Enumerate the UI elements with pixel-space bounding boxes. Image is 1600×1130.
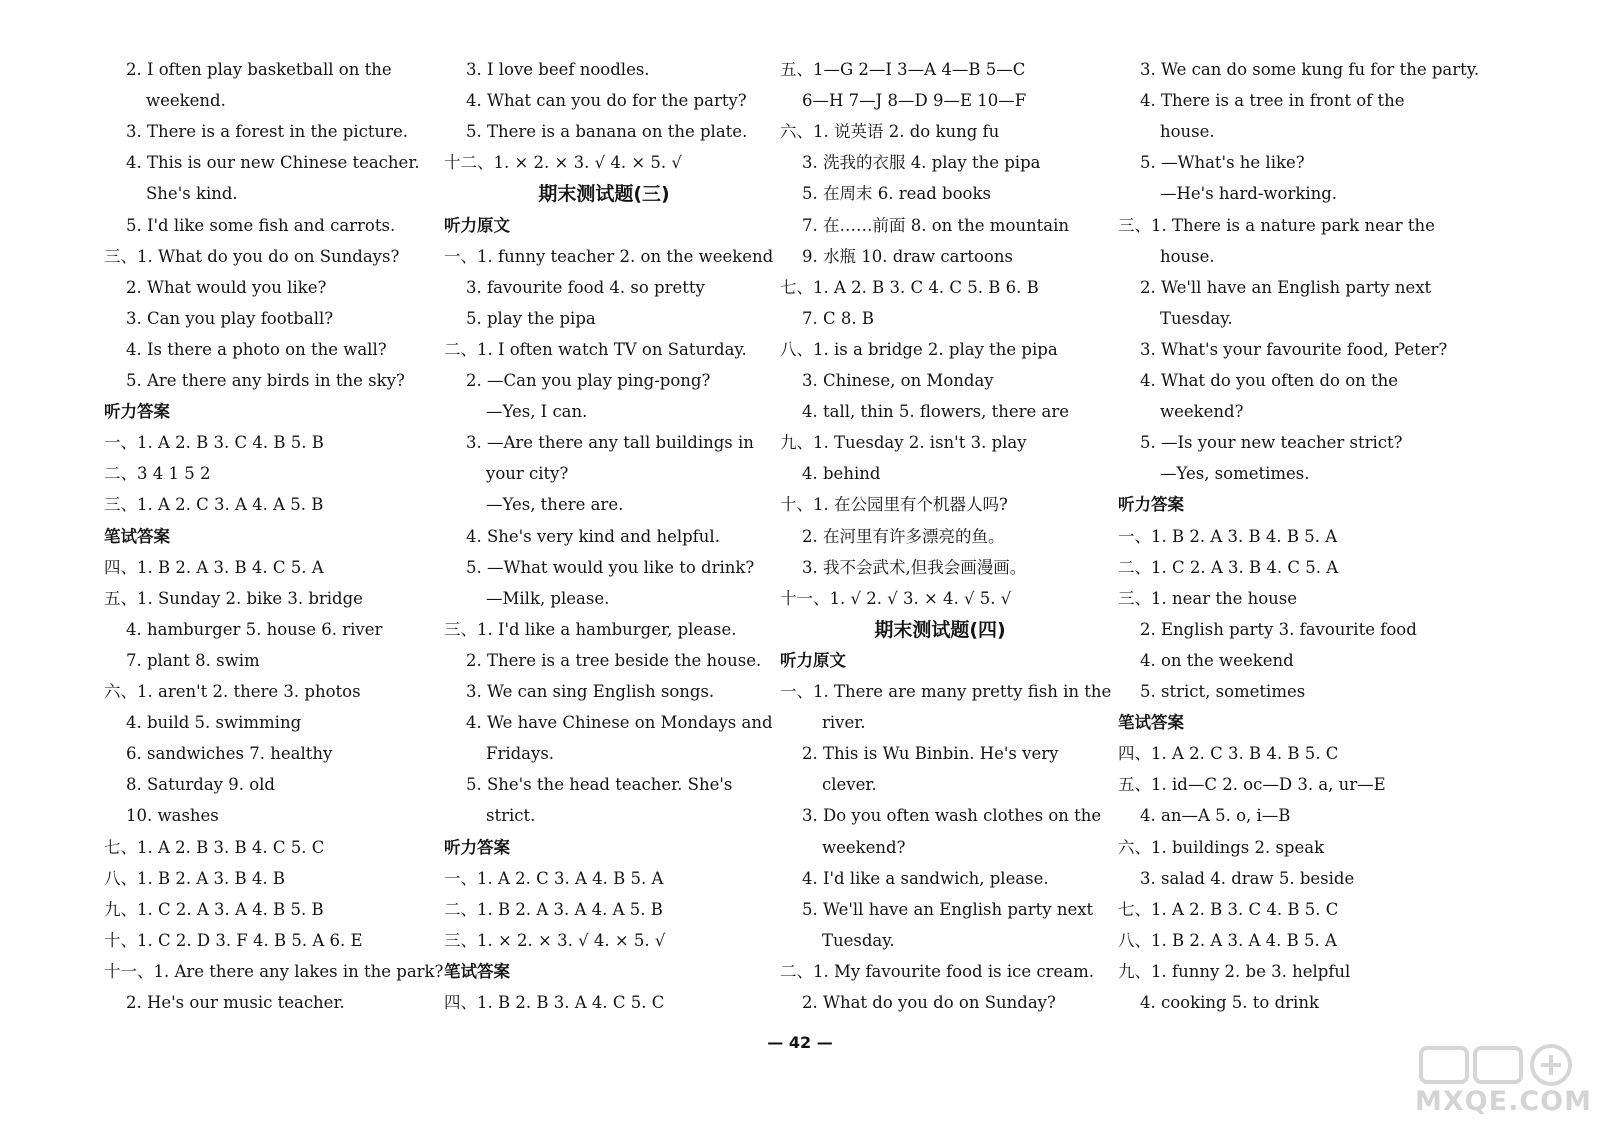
answer-line: 五、1. id—C 2. oc—D 3. a, ur—E	[1118, 775, 1386, 795]
answer-line: Tuesday.	[1160, 308, 1233, 328]
answer-line: 5. —What's he like?	[1140, 153, 1305, 173]
answer-line: 二、1. B 2. A 3. A 4. A 5. B	[444, 899, 663, 919]
section-title: 期末测试题(四)	[874, 618, 1006, 641]
answer-line: 4. on the weekend	[1140, 650, 1294, 670]
answer-line: weekend?	[1160, 402, 1244, 422]
answer-line: 六、1. aren't 2. there 3. photos	[104, 682, 361, 701]
answer-line: 2. English party 3. favourite food	[1140, 619, 1417, 639]
answer-line: 3. What's your favourite food, Peter?	[1140, 339, 1448, 359]
answer-line: 2. What do you do on Sunday?	[802, 993, 1056, 1012]
answer-line: 5. There is a banana on the plate.	[466, 122, 748, 142]
section-heading: 听力原文	[444, 215, 510, 235]
answer-line: 七、1. A 2. B 3. C 4. B 5. C	[1118, 899, 1339, 919]
answer-line: 九、1. C 2. A 3. A 4. B 5. B	[104, 899, 324, 919]
answer-line: weekend.	[146, 91, 226, 111]
answer-line: 4. an—A 5. o, i—B	[1140, 806, 1291, 826]
answer-line: clever.	[822, 775, 877, 795]
answer-line: house.	[1160, 122, 1215, 142]
answer-line: 三、1. What do you do on Sundays?	[104, 246, 400, 266]
answer-line: 6—H 7—J 8—D 9—E 10—F	[802, 91, 1027, 111]
answer-line: 8. Saturday 9. old	[126, 775, 275, 795]
section-title: 期末测试题(三)	[538, 183, 670, 206]
answer-line: 10. washes	[126, 806, 219, 826]
answer-line: 3. Do you often wash clothes on the	[802, 806, 1102, 826]
answer-line: 5. 在周末 6. read books	[802, 184, 991, 204]
answer-line: 4. We have Chinese on Mondays and	[466, 713, 773, 733]
answer-line: 三、1. A 2. C 3. A 4. A 5. B	[104, 495, 324, 515]
answer-line: 五、1. Sunday 2. bike 3. bridge	[104, 588, 363, 608]
section-heading: 笔试答案	[104, 526, 170, 546]
section-heading: 听力原文	[780, 650, 846, 670]
answer-line: 六、1. 说英语 2. do kung fu	[780, 122, 1000, 142]
answer-line: 4. cooking 5. to drink	[1140, 993, 1319, 1012]
answer-line: 3. salad 4. draw 5. beside	[1140, 868, 1355, 888]
answer-line: 十二、1. × 2. × 3. √ 4. × 5. √	[444, 153, 682, 173]
answer-line: 5. strict, sometimes	[1140, 682, 1306, 701]
answer-line: Fridays.	[486, 744, 555, 764]
answer-line: 6. sandwiches 7. healthy	[126, 744, 333, 764]
answer-line: 3. Chinese, on Monday	[802, 371, 994, 390]
answer-line: 四、1. A 2. C 3. B 4. B 5. C	[1118, 744, 1339, 764]
answer-line: 四、1. B 2. B 3. A 4. C 5. C	[444, 993, 665, 1012]
answer-line: 2. This is Wu Binbin. He's very	[802, 744, 1059, 764]
answer-line: river.	[822, 713, 866, 733]
answer-line: 9. 水瓶 10. draw cartoons	[802, 246, 1013, 266]
answer-line: 2. He's our music teacher.	[126, 993, 345, 1012]
answer-line: 5. We'll have an English party next	[802, 899, 1094, 919]
answer-line: 5. —What would you like to drink?	[466, 557, 755, 577]
answer-line: —He's hard-working.	[1160, 184, 1338, 204]
answer-line: 八、1. is a bridge 2. play the pipa	[780, 339, 1058, 359]
answer-line: 一、1. funny teacher 2. on the weekend	[444, 246, 774, 266]
answer-line: strict.	[486, 806, 536, 826]
answer-line: —Yes, sometimes.	[1160, 464, 1310, 484]
answer-line: 4. This is our new Chinese teacher.	[126, 153, 420, 173]
answer-line: 十、1. 在公园里有个机器人吗?	[780, 495, 1008, 515]
section-heading: 笔试答案	[444, 961, 510, 981]
answer-line: 2. There is a tree beside the house.	[466, 650, 762, 670]
answer-line: 3. 洗我的衣服 4. play the pipa	[802, 153, 1041, 173]
answer-line: 2. I often play basketball on the	[126, 60, 392, 79]
answer-line: 4. There is a tree in front of the	[1140, 91, 1405, 111]
answer-line: 八、1. B 2. A 3. B 4. B	[104, 868, 285, 888]
answer-line: 3. —Are there any tall buildings in	[466, 433, 754, 453]
answer-line: 5. play the pipa	[466, 308, 596, 328]
answer-line: 2. We'll have an English party next	[1140, 277, 1432, 297]
answer-line: 三、1. × 2. × 3. √ 4. × 5. √	[444, 930, 666, 950]
answer-line: 3. Can you play football?	[126, 308, 334, 328]
answer-line: 十一、1. √ 2. √ 3. × 4. √ 5. √	[780, 588, 1012, 608]
answer-line: 4. hamburger 5. house 6. river	[126, 619, 383, 639]
answer-line: 5. She's the head teacher. She's	[466, 775, 733, 795]
answer-line: 九、1. funny 2. be 3. helpful	[1118, 961, 1351, 981]
answer-line: 2. 在河里有许多漂亮的鱼。	[802, 526, 1005, 546]
page-number: — 42 —	[767, 1033, 833, 1052]
answer-line: 2. What would you like?	[126, 277, 327, 297]
answer-line: your city?	[486, 464, 569, 484]
answer-line: 二、3 4 1 5 2	[104, 464, 211, 484]
answer-line: 7. 在……前面 8. on the mountain	[802, 215, 1069, 235]
answer-line: 一、1. A 2. B 3. C 4. B 5. B	[104, 433, 324, 453]
answer-line: 2. —Can you play ping-pong?	[466, 371, 711, 390]
section-heading: 笔试答案	[1118, 713, 1184, 733]
answer-line: 二、1. C 2. A 3. B 4. C 5. A	[1118, 557, 1339, 577]
watermark-text: MXQE.COM	[1415, 1086, 1592, 1117]
answer-line: 3. We can do some kung fu for the party.	[1140, 60, 1480, 79]
answer-line: 3. We can sing English songs.	[466, 682, 715, 701]
answer-line: —Milk, please.	[486, 588, 610, 608]
answer-line: 四、1. B 2. A 3. B 4. C 5. A	[104, 557, 324, 577]
answer-line: 七、1. A 2. B 3. B 4. C 5. C	[104, 837, 325, 857]
answer-line: 7. plant 8. swim	[126, 650, 260, 670]
answer-line: 4. I'd like a sandwich, please.	[802, 868, 1049, 888]
answer-line: 六、1. buildings 2. speak	[1118, 837, 1325, 857]
answer-line: 三、1. near the house	[1118, 588, 1298, 608]
answer-line: 八、1. B 2. A 3. A 4. B 5. A	[1118, 930, 1337, 950]
answer-line: 3. I love beef noodles.	[466, 60, 650, 79]
answer-line: 七、1. A 2. B 3. C 4. C 5. B 6. B	[780, 277, 1039, 297]
watermark-emblem-icon	[1415, 1042, 1585, 1088]
answer-line: 二、1. I often watch TV on Saturday.	[444, 339, 747, 359]
answer-line: 二、1. My favourite food is ice cream.	[780, 961, 1094, 981]
answer-line: 十一、1. Are there any lakes in the park?	[104, 961, 444, 981]
answer-line: —Yes, I can.	[486, 402, 588, 422]
answer-line: 4. She's very kind and helpful.	[466, 526, 720, 546]
answer-line: 3. There is a forest in the picture.	[126, 122, 409, 142]
answer-line: 九、1. Tuesday 2. isn't 3. play	[780, 433, 1027, 453]
answer-line: weekend?	[822, 837, 906, 857]
answer-line: 3. 我不会武术,但我会画漫画。	[802, 557, 1027, 577]
answer-line: 4. behind	[802, 464, 881, 484]
answer-line: 一、1. A 2. C 3. A 4. B 5. A	[444, 868, 664, 888]
section-heading: 听力答案	[1118, 495, 1184, 515]
answer-line: —Yes, there are.	[486, 495, 624, 515]
answer-line: 4. What do you often do on the	[1140, 371, 1399, 390]
answer-line: 五、1—G 2—I 3—A 4—B 5—C	[780, 60, 1026, 79]
section-heading: 听力答案	[104, 402, 170, 422]
answer-line: 7. C 8. B	[802, 308, 874, 328]
answer-line: 一、1. There are many pretty fish in the	[780, 682, 1112, 701]
answer-line: 4. tall, thin 5. flowers, there are	[802, 402, 1069, 422]
answer-line: 4. What can you do for the party?	[466, 91, 747, 111]
answer-line: 一、1. B 2. A 3. B 4. B 5. A	[1118, 526, 1338, 546]
answer-line: 三、1. There is a nature park near the	[1118, 215, 1435, 235]
answer-line: house.	[1160, 246, 1215, 266]
answer-line: 5. —Is your new teacher strict?	[1140, 433, 1403, 453]
answer-line: Tuesday.	[822, 930, 895, 950]
answer-line: 3. favourite food 4. so pretty	[466, 277, 705, 297]
answer-line: 5. Are there any birds in the sky?	[126, 371, 405, 390]
section-heading: 听力答案	[444, 837, 510, 857]
answer-line: 5. I'd like some fish and carrots.	[126, 215, 396, 235]
watermark-logo	[1415, 1042, 1592, 1122]
answer-line: She's kind.	[146, 184, 238, 204]
answer-line: 十、1. C 2. D 3. F 4. B 5. A 6. E	[104, 930, 363, 950]
answer-line: 三、1. I'd like a hamburger, please.	[444, 619, 737, 639]
answer-line: 4. build 5. swimming	[126, 713, 302, 733]
answer-line: 4. Is there a photo on the wall?	[126, 339, 387, 359]
